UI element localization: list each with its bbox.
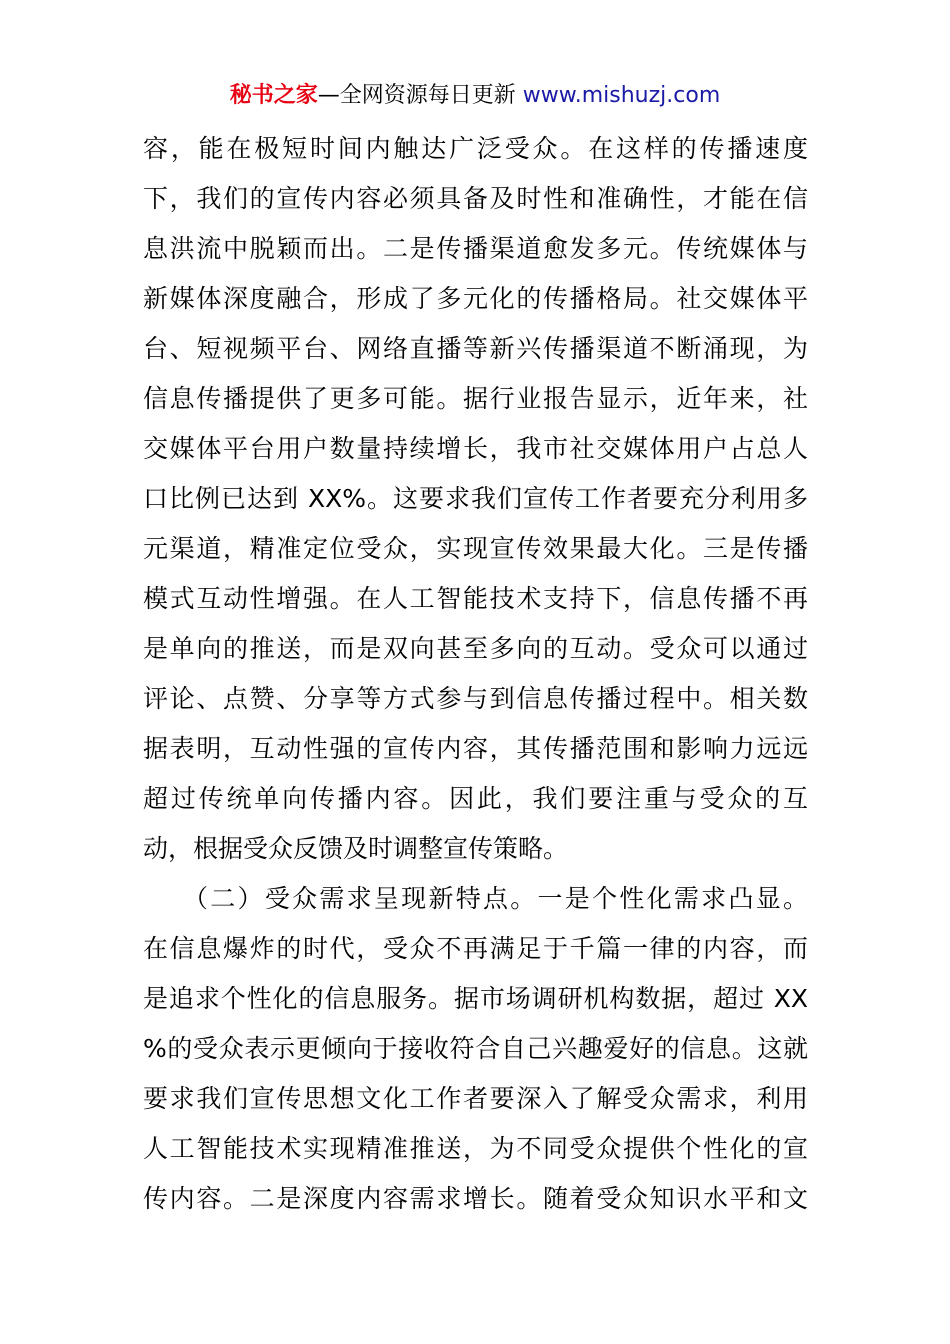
site-url-link[interactable]: www.mishuzj.com (522, 83, 721, 108)
text-line: 在信息爆炸的时代，受众不再满足于千篇一律的内容，而 (143, 934, 808, 963)
text-line: 人工智能技术实现精准推送，为不同受众提供个性化的宣 (143, 1134, 808, 1163)
text-line: 是单向的推送，而是双向甚至多向的互动。受众可以通过 (143, 634, 808, 663)
header-tagline: —全网资源每日更新 (317, 83, 516, 108)
page-header (0, 80, 950, 112)
text-line: 要求我们宣传思想文化工作者要深入了解受众需求，利用 (143, 1084, 808, 1113)
text-line: 容，能在极短时间内触达广泛受众。在这样的传播速度 (143, 134, 808, 163)
body-text (143, 124, 808, 1224)
section-heading-line: （二）受众需求呈现新特点。一是个性化需求凸显。 (183, 884, 808, 913)
text-line: 信息传播提供了更多可能。据行业报告显示，近年来，社 (143, 384, 808, 413)
brand-name: 秘书之家 (229, 83, 318, 108)
text-line: 传内容。二是深度内容需求增长。随着受众知识水平和文 (143, 1184, 808, 1213)
text-line: 交媒体平台用户数量持续增长，我市社交媒体用户占总人 (143, 434, 808, 463)
text-line: 模式互动性增强。在人工智能技术支持下，信息传播不再 (143, 584, 808, 613)
text-line: 据表明，互动性强的宣传内容，其传播范围和影响力远远 (143, 734, 808, 763)
text-line: 是追求个性化的信息服务。据市场调研机构数据，超过 XX (143, 984, 808, 1013)
text-line: 元渠道，精准定位受众，实现宣传效果最大化。三是传播 (143, 534, 808, 563)
text-line: 台、短视频平台、网络直播等新兴传播渠道不断涌现，为 (143, 334, 808, 363)
text-line: 息洪流中脱颖而出。二是传播渠道愈发多元。传统媒体与 (143, 234, 808, 263)
text-line: 口比例已达到 XX%。这要求我们宣传工作者要充分利用多 (143, 484, 808, 513)
text-line-paragraph-end: 动，根据受众反馈及时调整宣传策略。 (143, 834, 569, 863)
text-line: 评论、点赞、分享等方式参与到信息传播过程中。相关数 (143, 684, 808, 713)
text-line: 超过传统单向传播内容。因此，我们要注重与受众的互 (143, 784, 808, 813)
text-line: %的受众表示更倾向于接收符合自己兴趣爱好的信息。这就 (143, 1034, 808, 1063)
text-line: 新媒体深度融合，形成了多元化的传播格局。社交媒体平 (143, 284, 808, 313)
text-line: 下，我们的宣传内容必须具备及时性和准确性，才能在信 (143, 184, 808, 213)
